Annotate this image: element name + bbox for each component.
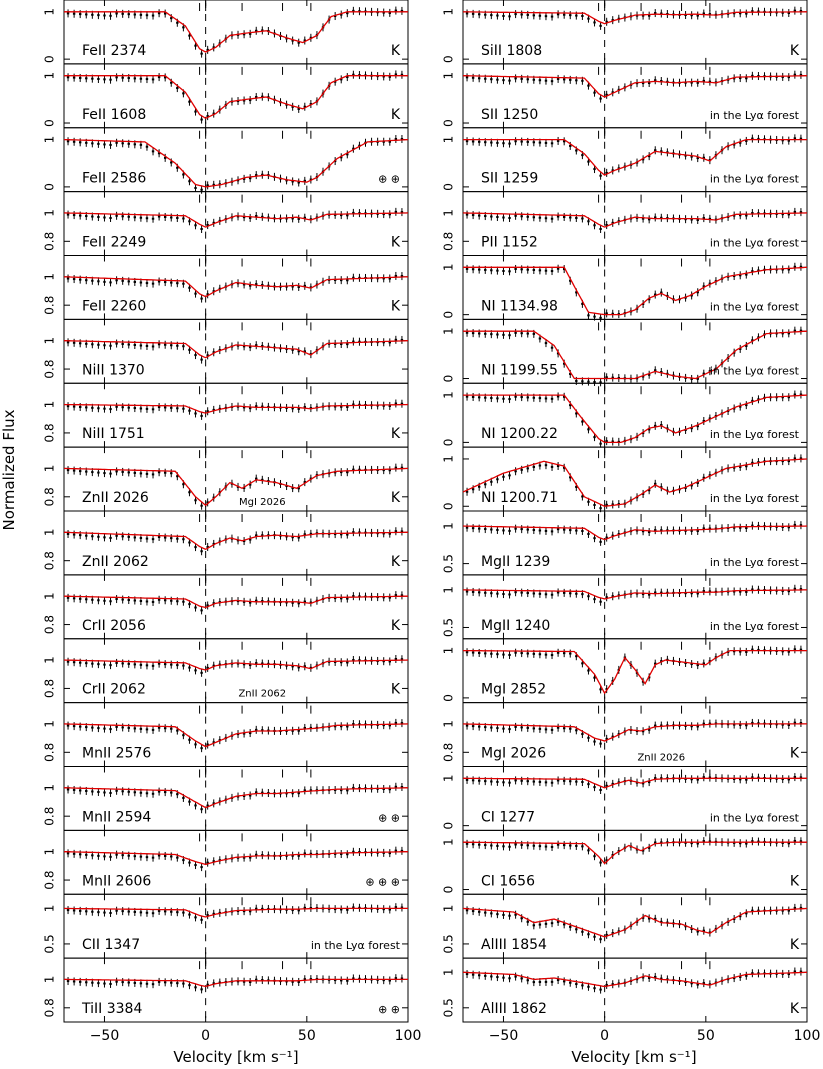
panel-1-10 [442, 639, 808, 703]
panel-note: K [390, 553, 400, 570]
panel-0-11 [43, 703, 409, 767]
panel-note: in the Lyα forest [709, 364, 799, 378]
y-tick-label: 0 [441, 821, 456, 830]
y-tick-label: 1 [441, 646, 456, 655]
y-tick-label: 0.5 [441, 934, 456, 954]
y-tick-label: 0 [42, 183, 57, 191]
panel-note: in the Lyα forest [709, 555, 799, 569]
y-tick-label: 1 [42, 720, 57, 728]
panel-0-1 [43, 64, 409, 128]
panel-label: ZnII 2062 [82, 553, 149, 570]
panel-1-3 [442, 192, 808, 256]
panel-note: K [390, 617, 400, 634]
model-line [463, 972, 807, 986]
y-tick-label: 0.5 [441, 554, 456, 574]
panel-0-10 [43, 639, 409, 703]
x-tick-label: 0 [201, 1028, 211, 1044]
x-tick-label: −50 [89, 1028, 120, 1044]
panel-note: K [390, 234, 400, 251]
panel-note: K [789, 1001, 799, 1017]
y-tick-label: 0.8 [42, 487, 57, 507]
x-axis-label-right: Velocity [km s⁻¹] [571, 1048, 697, 1066]
panel-label: MgII 1239 [481, 553, 551, 570]
y-tick-label: 1 [441, 968, 456, 977]
panel-label: TiII 3384 [82, 1001, 143, 1017]
y-tick-label: 1 [441, 586, 456, 594]
panel-0-4 [43, 256, 409, 320]
model-line [64, 908, 408, 917]
panel-0-0 [43, 0, 409, 64]
panel-label: SII 1250 [481, 106, 539, 123]
panel-1-2 [442, 128, 808, 192]
y-tick-label: 1 [42, 904, 57, 913]
y-tick-label: 1 [441, 904, 456, 913]
y-tick-label: 0.5 [42, 934, 57, 954]
y-tick-label: 1 [441, 774, 456, 783]
y-tick-label: 1 [441, 71, 456, 80]
y-tick-label: 0.8 [441, 231, 456, 251]
panel-1-0 [442, 0, 808, 64]
y-tick-label: 0.8 [42, 678, 57, 698]
panel-1-12 [442, 767, 808, 831]
panel-label: SII 1259 [481, 170, 539, 187]
y-tick-label: 1 [42, 209, 57, 217]
y-tick-label: 1 [42, 975, 57, 984]
panel-note: K [390, 298, 400, 315]
y-tick-label: 0.8 [42, 742, 57, 762]
y-tick-label: 1 [441, 838, 456, 847]
y-tick-label: 0 [42, 55, 57, 63]
panel-label: NI 1134.98 [481, 298, 558, 315]
panel-note: K [390, 426, 400, 443]
y-tick-label: 0 [441, 183, 456, 191]
panel-label: CrII 2062 [82, 681, 146, 698]
y-tick-label: 1 [441, 720, 456, 728]
y-tick-label: 1 [42, 464, 57, 473]
panel-label: FeII 2249 [82, 234, 147, 251]
panel-0-2 [43, 128, 409, 194]
y-tick-label: 1 [42, 272, 57, 281]
y-tick-label: 0 [441, 55, 456, 63]
panel-label: CI 1656 [481, 873, 535, 890]
panel-0-13 [43, 830, 409, 894]
y-tick-label: 1 [42, 8, 57, 16]
panel-0-5 [43, 319, 409, 383]
x-tick-label: 100 [793, 1028, 821, 1044]
y-tick-label: 0.8 [42, 998, 57, 1018]
panel-0-15 [43, 958, 409, 1022]
y-tick-label: 0 [441, 502, 456, 511]
panel-label: NI 1200.22 [481, 426, 558, 443]
y-tick-label: 1 [441, 327, 456, 336]
panel-label: AlIII 1854 [481, 937, 547, 954]
y-tick-label: 1 [42, 783, 57, 792]
y-tick-label: 0 [42, 119, 57, 127]
y-tick-label: 0.8 [42, 231, 57, 251]
x-tick-label: 50 [696, 1028, 715, 1044]
model-line [64, 979, 408, 986]
y-tick-label: 1 [42, 656, 57, 664]
panel-note: in the Lyα forest [310, 939, 400, 953]
panel-label: MnII 2594 [82, 809, 152, 826]
y-axis-label: Normalized Flux [0, 409, 18, 531]
y-tick-label: 0 [441, 119, 456, 127]
y-tick-label: 1 [441, 391, 456, 399]
panel-label: ZnII 2026 [82, 490, 149, 506]
panel-note: K [789, 745, 799, 762]
blend-label: ZnII 2026 [637, 752, 686, 764]
panel-label: CrII 2056 [82, 617, 146, 634]
y-tick-label: 0 [441, 310, 456, 319]
panel-note: K [390, 106, 400, 123]
y-tick-label: 1 [42, 400, 57, 409]
y-tick-label: 0 [441, 694, 456, 702]
panel-label: FeII 2586 [82, 170, 147, 187]
panel-1-6 [442, 383, 808, 447]
panel-label: AlIII 1862 [481, 1001, 547, 1017]
panel-0-6 [43, 383, 409, 447]
panel-note: K [390, 490, 400, 506]
panel-note: in the Lyα forest [709, 108, 799, 122]
model-line [64, 660, 408, 670]
panel-note: in the Lyα forest [709, 428, 799, 442]
panel-note: K [789, 42, 799, 59]
y-tick-label: 1 [441, 8, 456, 16]
panel-label: CI 1277 [481, 809, 535, 826]
x-tick-label: 100 [394, 1028, 422, 1044]
panel-note: K [789, 873, 799, 890]
panel-label: MgI 2026 [481, 745, 547, 762]
panel-note: in the Lyα forest [709, 172, 799, 186]
panel-1-4 [442, 256, 808, 322]
y-tick-label: 0.8 [42, 615, 57, 635]
panel-0-14 [43, 894, 409, 958]
y-tick-label: 0 [441, 374, 456, 383]
blend-label: ZnII 2062 [238, 688, 287, 700]
y-tick-label: 0.5 [441, 617, 456, 638]
panel-label: NI 1200.71 [481, 490, 558, 506]
panel-1-11 [442, 703, 808, 767]
panel-note: K [789, 937, 799, 954]
panel-label: NI 1199.55 [481, 362, 558, 379]
x-tick-label: 0 [600, 1028, 610, 1044]
panel-0-12 [43, 767, 409, 831]
panel-label: FeII 2374 [82, 42, 147, 59]
y-tick-label: 1 [441, 455, 456, 463]
panel-1-5 [442, 319, 808, 386]
y-tick-label: 0.8 [441, 742, 456, 762]
panel-0-8 [43, 511, 409, 575]
panel-0-3 [43, 192, 409, 256]
panel-label: NiII 1751 [82, 426, 145, 443]
panel-note: ⊕ ⊕ [378, 172, 400, 186]
y-tick-label: 1 [42, 135, 57, 144]
panel-note: in the Lyα forest [709, 492, 799, 505]
panel-note: K [390, 42, 400, 59]
y-tick-label: 1 [42, 71, 57, 80]
panel-1-14 [442, 894, 808, 958]
y-tick-label: 0.8 [42, 359, 57, 379]
y-tick-label: 0.5 [441, 998, 456, 1018]
x-tick-label: 50 [297, 1028, 316, 1044]
x-axis-label-left: Velocity [km s⁻¹] [173, 1048, 299, 1066]
blend-label: MgI 2026 [239, 497, 286, 508]
panel-1-1 [442, 64, 808, 128]
y-tick-label: 0 [441, 885, 456, 894]
panel-label: MnII 2606 [82, 873, 152, 890]
y-tick-label: 0.8 [42, 551, 57, 571]
panel-note: in the Lyα forest [709, 300, 799, 314]
y-tick-label: 1 [42, 336, 57, 345]
y-tick-label: 1 [441, 209, 456, 217]
x-tick-label: −50 [488, 1028, 519, 1044]
panel-label: FeII 2260 [82, 298, 147, 315]
y-tick-label: 0.8 [42, 870, 57, 890]
y-tick-label: 1 [42, 847, 57, 856]
y-tick-label: 1 [42, 592, 57, 600]
panel-0-9 [43, 575, 409, 639]
panel-note: in the Lyα forest [709, 236, 799, 250]
y-tick-label: 1 [441, 263, 456, 272]
panel-note: ⊕ ⊕ ⊕ [365, 875, 400, 889]
panel-1-7 [442, 447, 808, 512]
panel-label: PII 1152 [481, 234, 538, 251]
panel-note: in the Lyα forest [709, 619, 799, 633]
panel-label: MgII 1240 [481, 617, 551, 634]
model-line [64, 596, 408, 607]
y-tick-label: 1 [441, 135, 456, 144]
panel-label: MnII 2576 [82, 745, 152, 762]
model-line [64, 405, 408, 414]
panel-1-8 [442, 511, 808, 575]
panel-1-15 [442, 958, 808, 1022]
panel-label: SiII 1808 [481, 42, 543, 59]
panel-label: MgI 2852 [481, 681, 547, 698]
panel-1-9 [442, 575, 808, 639]
plot-area [43, 0, 821, 1044]
panel-label: CII 1347 [82, 937, 141, 954]
y-tick-label: 0.8 [42, 295, 57, 315]
y-tick-label: 1 [441, 522, 456, 530]
y-tick-label: 0.8 [42, 423, 57, 443]
panel-1-13 [442, 830, 808, 894]
y-tick-label: 0 [441, 438, 456, 447]
panel-label: NiII 1370 [82, 362, 145, 379]
y-tick-label: 0.8 [42, 806, 57, 826]
model-line [463, 908, 807, 936]
panel-note: in the Lyα forest [709, 811, 799, 825]
y-tick-label: 1 [42, 528, 57, 537]
panel-note: K [390, 681, 400, 698]
panel-label: FeII 1608 [82, 106, 147, 123]
panel-note: ⊕ ⊕ [378, 1003, 400, 1016]
panel-0-7 [43, 447, 409, 511]
panel-note: ⊕ ⊕ [378, 811, 400, 825]
model-line [64, 852, 408, 865]
